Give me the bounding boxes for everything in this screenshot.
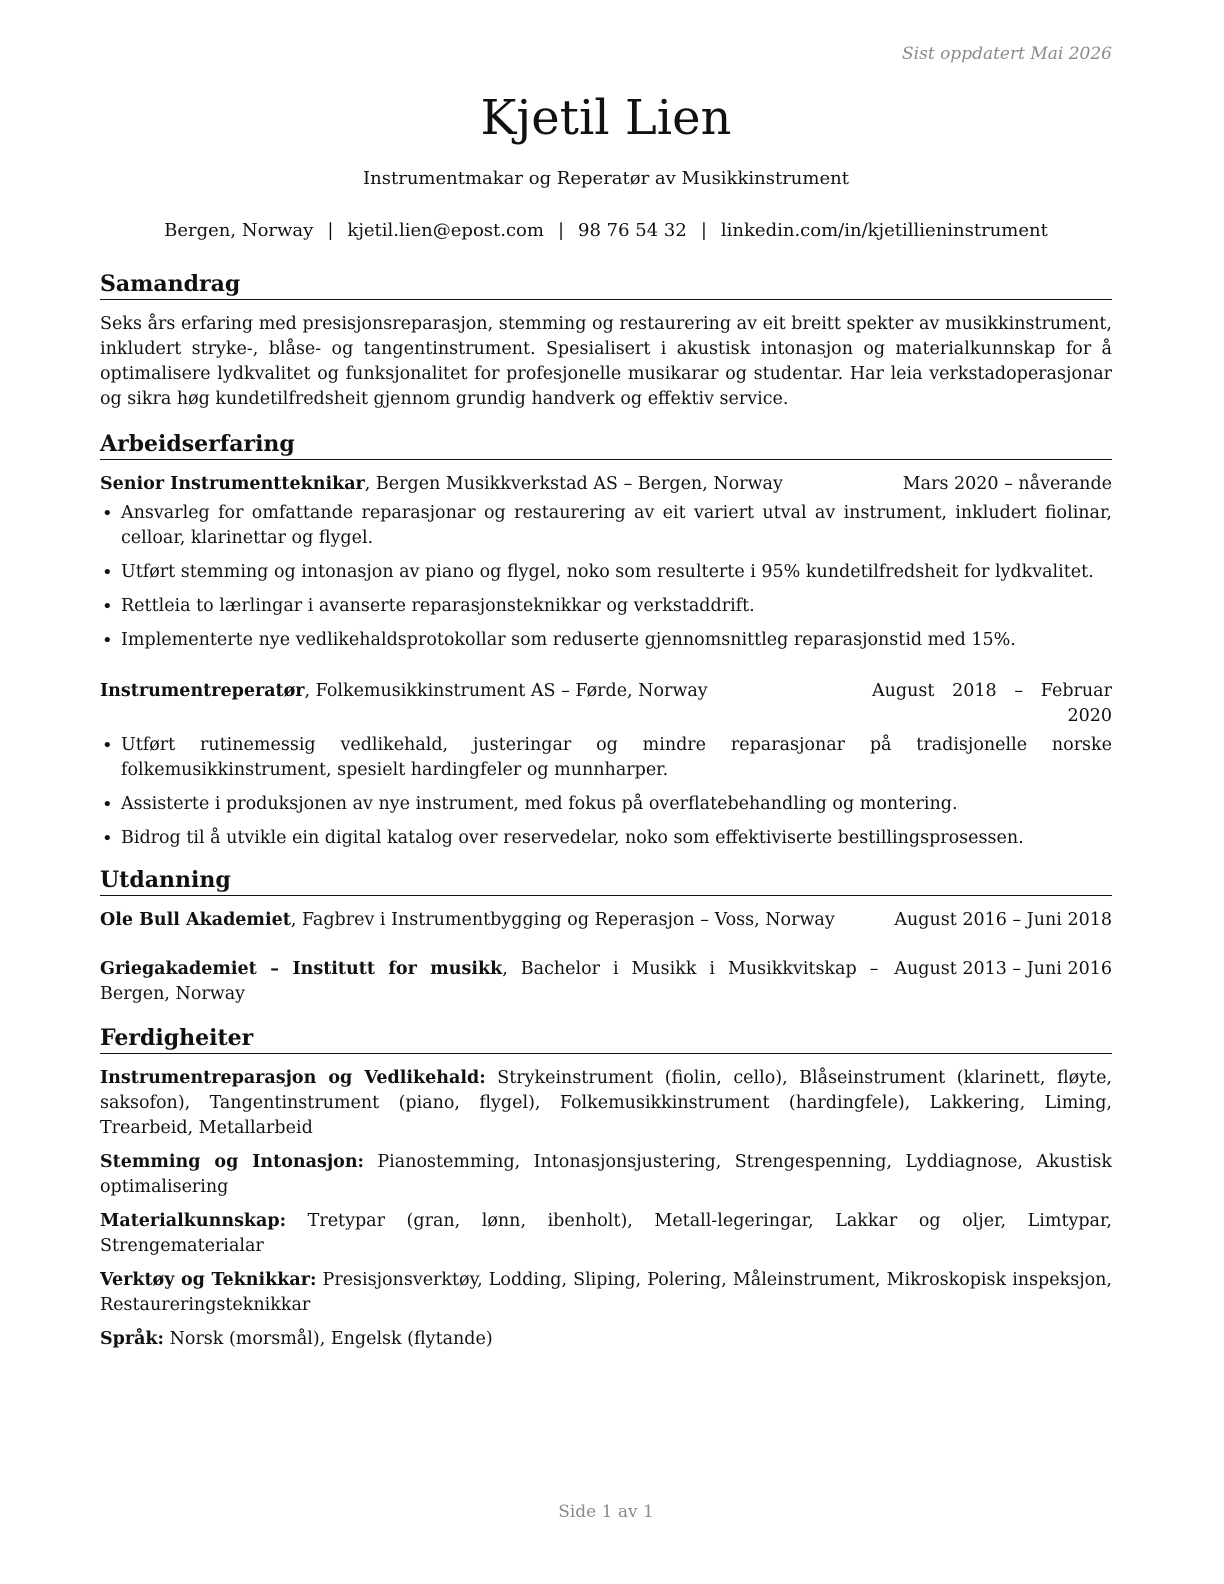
education-entry <box>100 908 1112 933</box>
skill-label: Verktøy og Teknikkar: <box>100 1270 317 1290</box>
section-heading: Utdanning <box>100 866 1112 896</box>
skills-section <box>100 1024 1112 1361</box>
skill-row <box>100 1209 1112 1259</box>
experience-section <box>100 430 1112 860</box>
job-title-line <box>100 472 903 497</box>
list-item: • Bidrog til å utvikle ein digital katalog over reservedelar, noko som effektiviserte bestillingsprosessen. <box>100 826 1112 851</box>
contact-separator: | <box>700 220 707 241</box>
skill-text: Tretypar (gran, lønn, ibenholt), Metall-legeringar, Lakkar og oljer, Limtypar, Strengematerialar <box>100 1211 1112 1256</box>
education-details: , Bachelor i Musikk i Musikkvitskap – Bergen, Norway <box>100 959 879 1004</box>
section-heading: Arbeidserfaring <box>100 430 1112 460</box>
summary-text: Seks års erfaring med presisjonsreparasjon, stemming og restaurering av eit breitt spekter av musikkinstrument, inkludert stryke-, blåse- og tangentinstrument. Spesialisert i akustisk intonasjon og materialkunnskap for å optimalisere lydkvalitet og funksjonalitet for profesjonelle musikarar og studentar. Har leia verkstadoperasjonar og sikra høg kundetilfredsheit gjennom grundig handverk og effektiv service. <box>100 314 1112 409</box>
list-item: • Utført rutinemessig vedlikehald, justeringar og mindre reparasjonar på tradisjonelle norske folkemusikkinstrument, spesielt hardingfeler og munnharper. <box>100 733 1112 783</box>
resume-page <box>100 0 1112 1584</box>
candidate-name: Kjetil Lien <box>480 90 732 146</box>
education-dates: August 2013 – Juni 2016 <box>894 959 1112 979</box>
skill-label: Materialkunnskap: <box>100 1211 287 1231</box>
job-role: Instrumentreperatør <box>100 681 305 701</box>
job-bullets <box>100 501 1112 653</box>
contact-linkedin[interactable]: linkedin.com/in/kjetillieninstrument <box>720 220 1048 241</box>
skill-row <box>100 1268 1112 1318</box>
contact-email[interactable]: kjetil.lien@epost.com <box>347 220 544 241</box>
candidate-title: Instrumentmakar og Reperatør av Musikkinstrument <box>363 168 849 189</box>
job-dates: August 2018 – Februar 2020 <box>872 681 1112 726</box>
job-header <box>100 472 1112 497</box>
list-item: • Assisterte i produksjonen av nye instrument, med fokus på overflatebehandling og montering. <box>100 792 1112 817</box>
education-title-line <box>100 908 894 933</box>
last-updated: Sist oppdatert Mai 2026 <box>902 44 1112 64</box>
education-entry <box>100 957 1112 1007</box>
job-bullets <box>100 733 1112 851</box>
job-entry <box>100 679 1112 851</box>
skill-label: Instrumentreparasjon og Vedlikehald: <box>100 1068 486 1088</box>
skill-label: Stemming og Intonasjon: <box>100 1152 365 1172</box>
job-role: Senior Instrumentteknikar <box>100 474 365 494</box>
education-details: , Fagbrev i Instrumentbygging og Reperasjon – Voss, Norway <box>290 910 835 930</box>
skill-text: Pianostemming, Intonasjonsjustering, Strengespenning, Lyddiagnose, Akustisk optimalisering <box>100 1152 1113 1197</box>
skill-label: Språk: <box>100 1329 165 1349</box>
skill-row <box>100 1066 1112 1141</box>
contact-location: Bergen, Norway <box>164 220 314 241</box>
job-title-line <box>100 679 872 704</box>
contact-line <box>100 220 1112 241</box>
page-number: Side 1 av 1 <box>558 1502 654 1522</box>
contact-phone: 98 76 54 32 <box>578 220 687 241</box>
contact-separator: | <box>557 220 565 241</box>
education-section <box>100 866 1112 1007</box>
summary-section <box>100 270 1112 412</box>
list-item: • Rettleia to lærlingar i avanserte reparasjonsteknikkar og verkstaddrift. <box>100 594 1112 619</box>
list-item: • Utført stemming og intonasjon av piano og flygel, noko som resulterte i 95% kundetilfredsheit for lydkvalitet. <box>100 560 1112 585</box>
education-school: Ole Bull Akademiet <box>100 910 291 930</box>
education-dates: August 2016 – Juni 2018 <box>894 910 1112 930</box>
job-details: , Bergen Musikkverkstad AS – Bergen, Norway <box>364 474 783 494</box>
skill-text: Presisjonsverktøy, Lodding, Sliping, Polering, Måleinstrument, Mikroskopisk inspeksjon, Restaureringsteknikkar <box>100 1270 1112 1315</box>
skill-text: Norsk (morsmål), Engelsk (flytande) <box>164 1329 493 1349</box>
contact-separator: | <box>327 220 334 241</box>
education-school: Griegakademiet – Institutt for musikk <box>100 959 503 979</box>
list-item: • Implementerte nye vedlikehaldsprotokollar som reduserte gjennomsnittleg reparasjonstid med 15%. <box>100 628 1112 653</box>
skill-text: Strykeinstrument (fiolin, cello), Blåseinstrument (klarinett, fløyte, saksofon), Tangentinstrument (piano, flygel), Folkemusikkinstrument (hardingfele), Lakkering, Liming, Trearbeid, Metallarbeid <box>100 1068 1112 1138</box>
list-item: • Ansvarleg for omfattande reparasjonar og restaurering av eit variert utval av instrument, inkludert fiolinar, celloar, klarinettar og flygel. <box>100 501 1112 551</box>
job-entry <box>100 472 1112 653</box>
education-title-line <box>100 957 894 1007</box>
job-details: , Folkemusikkinstrument AS – Førde, Norway <box>304 681 708 701</box>
section-heading: Samandrag <box>100 270 1112 300</box>
job-header <box>100 679 1112 729</box>
job-dates: Mars 2020 – nåverande <box>902 474 1112 494</box>
skill-row <box>100 1150 1112 1200</box>
skill-row <box>100 1327 1112 1352</box>
section-heading: Ferdigheiter <box>100 1024 1112 1054</box>
